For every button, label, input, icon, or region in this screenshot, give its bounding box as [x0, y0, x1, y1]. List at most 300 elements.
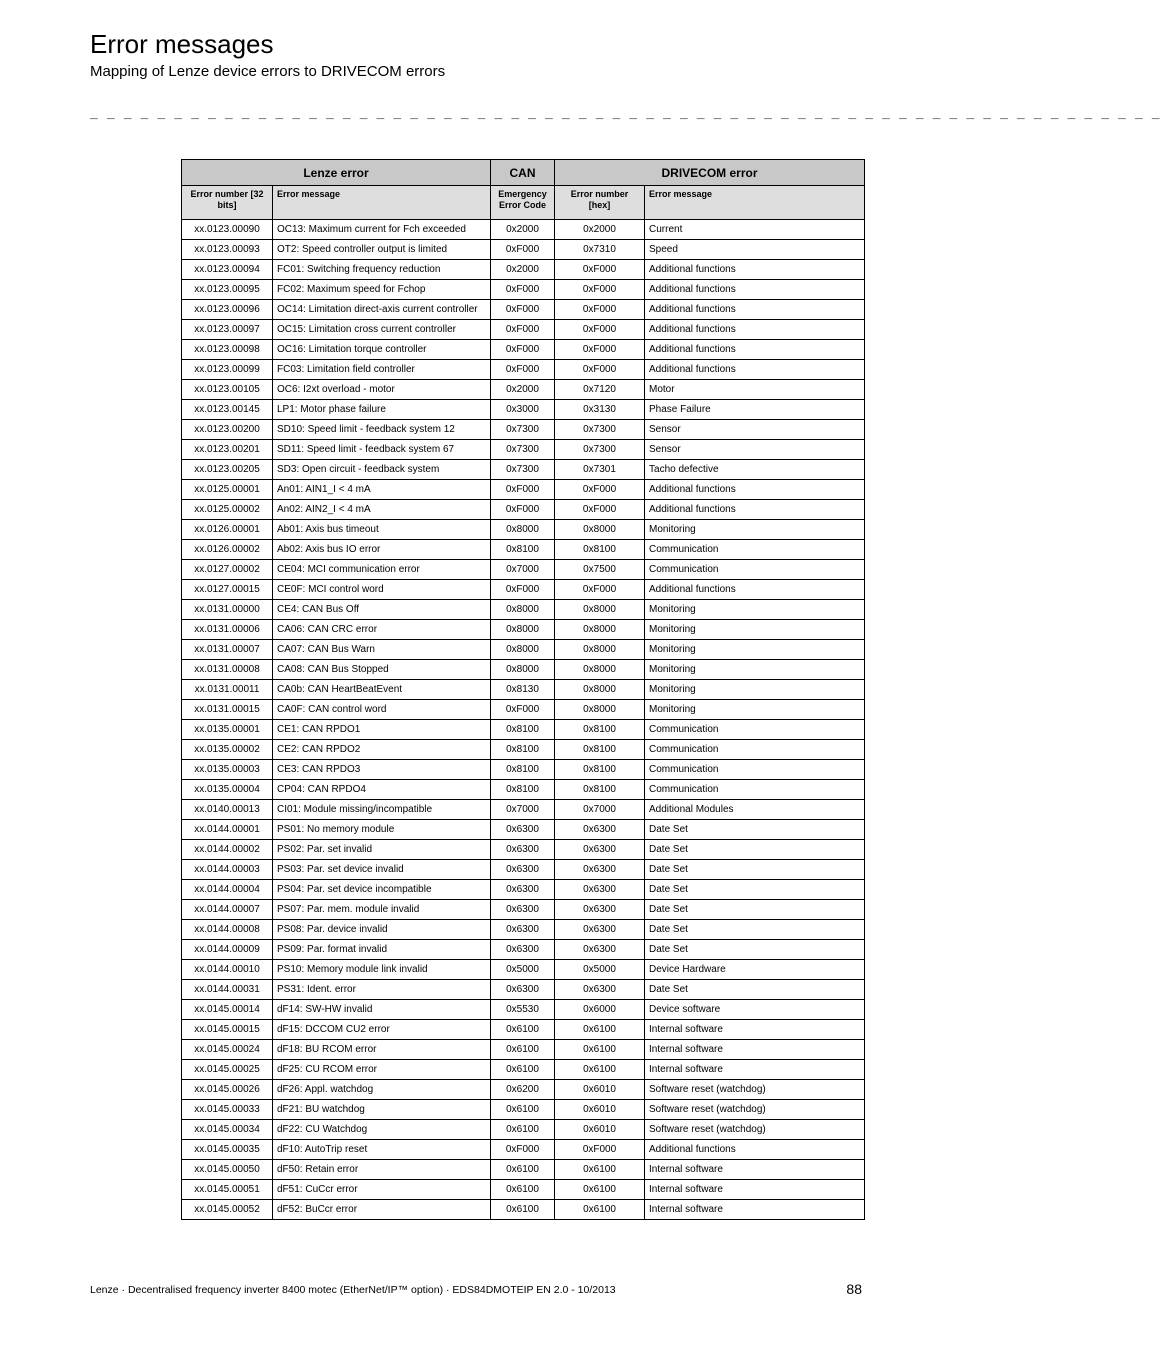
drivecom-error-message: Additional functions: [645, 580, 865, 600]
table-row: [182, 1000, 865, 1020]
can-emergency-code: 0x6100: [491, 1200, 555, 1220]
lenze-error-number: xx.0123.00090: [182, 220, 273, 240]
drivecom-error-message: Software reset (watchdog): [645, 1120, 865, 1140]
drivecom-error-number: 0x6300: [555, 820, 645, 840]
lenze-error-number: xx.0135.00004: [182, 780, 273, 800]
lenze-error-message: OC14: Limitation direct-axis current controller: [273, 300, 491, 320]
lenze-error-message: SD3: Open circuit - feedback system: [273, 460, 491, 480]
table-row: [182, 360, 865, 380]
can-emergency-code: 0x8130: [491, 680, 555, 700]
lenze-error-number: xx.0145.00033: [182, 1100, 273, 1120]
drivecom-error-message: Date Set: [645, 880, 865, 900]
drivecom-error-message: Internal software: [645, 1060, 865, 1080]
can-emergency-code: 0x8000: [491, 640, 555, 660]
lenze-error-number: xx.0135.00002: [182, 740, 273, 760]
table-row: [182, 1200, 865, 1220]
lenze-error-message: CP04: CAN RPDO4: [273, 780, 491, 800]
table-row: [182, 600, 865, 620]
lenze-error-message: CE3: CAN RPDO3: [273, 760, 491, 780]
can-emergency-code: 0x6100: [491, 1120, 555, 1140]
lenze-error-message: Ab02: Axis bus IO error: [273, 540, 491, 560]
can-emergency-code: 0x8000: [491, 660, 555, 680]
can-emergency-code: 0x2000: [491, 260, 555, 280]
table-row: [182, 1160, 865, 1180]
can-emergency-code: 0x8000: [491, 600, 555, 620]
lenze-error-message: OT2: Speed controller output is limited: [273, 240, 491, 260]
lenze-error-number: xx.0123.00096: [182, 300, 273, 320]
lenze-error-number: xx.0145.00050: [182, 1160, 273, 1180]
table-row: [182, 700, 865, 720]
lenze-error-number: xx.0123.00099: [182, 360, 273, 380]
drivecom-error-number: 0x6300: [555, 840, 645, 860]
lenze-error-message: SD11: Speed limit - feedback system 67: [273, 440, 491, 460]
drivecom-error-message: Communication: [645, 780, 865, 800]
drivecom-error-number: 0x8100: [555, 740, 645, 760]
lenze-error-number: xx.0145.00035: [182, 1140, 273, 1160]
lenze-error-message: PS10: Memory module link invalid: [273, 960, 491, 980]
table-row: [182, 980, 865, 1000]
lenze-error-number: xx.0144.00001: [182, 820, 273, 840]
lenze-error-message: PS08: Par. device invalid: [273, 920, 491, 940]
can-emergency-code: 0x6100: [491, 1160, 555, 1180]
drivecom-error-message: Monitoring: [645, 680, 865, 700]
table-row: [182, 540, 865, 560]
drivecom-error-message: Additional functions: [645, 340, 865, 360]
drivecom-error-number: 0xF000: [555, 500, 645, 520]
drivecom-error-message: Date Set: [645, 840, 865, 860]
table-row: [182, 1140, 865, 1160]
drivecom-error-message: Tacho defective: [645, 460, 865, 480]
lenze-error-number: xx.0135.00001: [182, 720, 273, 740]
drivecom-error-message: Internal software: [645, 1160, 865, 1180]
drivecom-error-message: Date Set: [645, 900, 865, 920]
table-row: [182, 740, 865, 760]
table-row: [182, 500, 865, 520]
can-emergency-code: 0x6300: [491, 860, 555, 880]
lenze-error-message: PS04: Par. set device incompatible: [273, 880, 491, 900]
can-emergency-code: 0xF000: [491, 1140, 555, 1160]
table-row: [182, 240, 865, 260]
table-row: [182, 860, 865, 880]
drivecom-error-message: Communication: [645, 560, 865, 580]
drivecom-error-number: 0x2000: [555, 220, 645, 240]
lenze-error-number: xx.0145.00014: [182, 1000, 273, 1020]
drivecom-error-number: 0x7301: [555, 460, 645, 480]
lenze-error-message: An01: AIN1_I < 4 mA: [273, 480, 491, 500]
drivecom-error-number: 0xF000: [555, 280, 645, 300]
drivecom-error-number: 0x7500: [555, 560, 645, 580]
table-row: [182, 880, 865, 900]
column-header-lenze-message: Error message: [273, 186, 491, 220]
table-row: [182, 1020, 865, 1040]
lenze-error-message: CE2: CAN RPDO2: [273, 740, 491, 760]
lenze-error-number: xx.0145.00034: [182, 1120, 273, 1140]
lenze-error-number: xx.0123.00098: [182, 340, 273, 360]
table-row: [182, 720, 865, 740]
drivecom-error-number: 0xF000: [555, 580, 645, 600]
drivecom-error-message: Monitoring: [645, 660, 865, 680]
drivecom-error-number: 0x6300: [555, 920, 645, 940]
lenze-error-number: xx.0123.00201: [182, 440, 273, 460]
error-mapping-table: [181, 159, 865, 1220]
lenze-error-message: CE0F: MCI control word: [273, 580, 491, 600]
can-emergency-code: 0x6200: [491, 1080, 555, 1100]
can-emergency-code: 0xF000: [491, 240, 555, 260]
lenze-error-number: xx.0144.00004: [182, 880, 273, 900]
table-row: [182, 560, 865, 580]
lenze-error-message: SD10: Speed limit - feedback system 12: [273, 420, 491, 440]
can-emergency-code: 0x7000: [491, 560, 555, 580]
lenze-error-number: xx.0145.00026: [182, 1080, 273, 1100]
drivecom-error-message: Date Set: [645, 860, 865, 880]
can-emergency-code: 0x8000: [491, 520, 555, 540]
lenze-error-message: dF50: Retain error: [273, 1160, 491, 1180]
lenze-error-message: CA08: CAN Bus Stopped: [273, 660, 491, 680]
can-emergency-code: 0x7300: [491, 460, 555, 480]
table-row: [182, 1100, 865, 1120]
dashed-separator: _ _ _ _ _ _ _ _ _ _ _ _ _ _ _ _ _ _ _ _ _ _ _ _ _ _ _ _ _ _ _ _ _ _ _ _ _ _ _ _ _ _ _ _ _ _ _ _ _ _ _ _ _ _ _ _ _ _ _ _ _ _ _ _: [90, 105, 1160, 120]
column-header-row: [182, 186, 865, 220]
table-row: [182, 800, 865, 820]
drivecom-error-message: Additional functions: [645, 280, 865, 300]
can-emergency-code: 0x2000: [491, 380, 555, 400]
drivecom-error-number: 0x5000: [555, 960, 645, 980]
lenze-error-number: xx.0144.00031: [182, 980, 273, 1000]
lenze-error-number: xx.0144.00002: [182, 840, 273, 860]
table-row: [182, 1120, 865, 1140]
lenze-error-number: xx.0131.00008: [182, 660, 273, 680]
drivecom-error-message: Communication: [645, 740, 865, 760]
drivecom-error-number: 0x6300: [555, 900, 645, 920]
lenze-error-message: dF14: SW-HW invalid: [273, 1000, 491, 1020]
table-row: [182, 840, 865, 860]
lenze-error-message: dF10: AutoTrip reset: [273, 1140, 491, 1160]
lenze-error-number: xx.0145.00025: [182, 1060, 273, 1080]
drivecom-error-number: 0x7300: [555, 440, 645, 460]
lenze-error-number: xx.0123.00093: [182, 240, 273, 260]
lenze-error-message: An02: AIN2_I < 4 mA: [273, 500, 491, 520]
page-subtitle: Mapping of Lenze device errors to DRIVECOM errors: [90, 63, 446, 80]
drivecom-error-message: Monitoring: [645, 600, 865, 620]
drivecom-error-message: Communication: [645, 540, 865, 560]
can-emergency-code: 0x8100: [491, 760, 555, 780]
can-emergency-code: 0x6100: [491, 1020, 555, 1040]
drivecom-error-message: Date Set: [645, 820, 865, 840]
lenze-error-number: xx.0123.00094: [182, 260, 273, 280]
can-emergency-code: 0x6300: [491, 840, 555, 860]
drivecom-error-message: Phase Failure: [645, 400, 865, 420]
lenze-error-message: dF21: BU watchdog: [273, 1100, 491, 1120]
drivecom-error-number: 0xF000: [555, 300, 645, 320]
drivecom-error-message: Internal software: [645, 1020, 865, 1040]
lenze-error-message: PS07: Par. mem. module invalid: [273, 900, 491, 920]
table-row: [182, 1180, 865, 1200]
drivecom-error-message: Monitoring: [645, 520, 865, 540]
lenze-error-message: Ab01: Axis bus timeout: [273, 520, 491, 540]
drivecom-error-number: 0x6010: [555, 1100, 645, 1120]
drivecom-error-message: Internal software: [645, 1200, 865, 1220]
can-emergency-code: 0xF000: [491, 360, 555, 380]
lenze-error-message: FC01: Switching frequency reduction: [273, 260, 491, 280]
drivecom-error-message: Additional functions: [645, 480, 865, 500]
lenze-error-message: CA06: CAN CRC error: [273, 620, 491, 640]
drivecom-error-message: Device software: [645, 1000, 865, 1020]
table-row: [182, 420, 865, 440]
lenze-error-message: PS02: Par. set invalid: [273, 840, 491, 860]
lenze-error-message: dF22: CU Watchdog: [273, 1120, 491, 1140]
drivecom-error-number: 0xF000: [555, 480, 645, 500]
drivecom-error-number: 0x6300: [555, 860, 645, 880]
can-emergency-code: 0x6300: [491, 900, 555, 920]
table-row: [182, 960, 865, 980]
drivecom-error-message: Monitoring: [645, 640, 865, 660]
table-row: [182, 920, 865, 940]
lenze-error-message: PS01: No memory module: [273, 820, 491, 840]
drivecom-error-number: 0x8100: [555, 540, 645, 560]
drivecom-error-number: 0x6100: [555, 1200, 645, 1220]
lenze-error-number: xx.0144.00008: [182, 920, 273, 940]
table-row: [182, 1080, 865, 1100]
can-emergency-code: 0xF000: [491, 500, 555, 520]
column-header-lenze-number: Error number [32 bits]: [182, 186, 273, 220]
lenze-error-number: xx.0123.00097: [182, 320, 273, 340]
lenze-error-number: xx.0145.00051: [182, 1180, 273, 1200]
drivecom-error-message: Motor: [645, 380, 865, 400]
can-emergency-code: 0x6300: [491, 980, 555, 1000]
drivecom-error-message: Communication: [645, 720, 865, 740]
can-emergency-code: 0x6300: [491, 880, 555, 900]
lenze-error-number: xx.0126.00001: [182, 520, 273, 540]
can-emergency-code: 0x8100: [491, 720, 555, 740]
drivecom-error-message: Additional functions: [645, 360, 865, 380]
drivecom-error-message: Date Set: [645, 940, 865, 960]
lenze-error-message: CI01: Module missing/incompatible: [273, 800, 491, 820]
lenze-error-message: CE1: CAN RPDO1: [273, 720, 491, 740]
drivecom-error-message: Monitoring: [645, 700, 865, 720]
can-emergency-code: 0x5000: [491, 960, 555, 980]
can-emergency-code: 0x8100: [491, 540, 555, 560]
lenze-error-number: xx.0125.00001: [182, 480, 273, 500]
drivecom-error-number: 0x6100: [555, 1040, 645, 1060]
lenze-error-number: xx.0127.00015: [182, 580, 273, 600]
lenze-error-number: xx.0145.00052: [182, 1200, 273, 1220]
page-number: 88: [846, 1281, 862, 1297]
column-header-drivecom-number: Error number [hex]: [555, 186, 645, 220]
lenze-error-number: xx.0131.00000: [182, 600, 273, 620]
lenze-error-number: xx.0144.00003: [182, 860, 273, 880]
lenze-error-number: xx.0135.00003: [182, 760, 273, 780]
drivecom-error-message: Additional Modules: [645, 800, 865, 820]
drivecom-error-message: Communication: [645, 760, 865, 780]
drivecom-error-message: Software reset (watchdog): [645, 1100, 865, 1120]
table-row: [182, 520, 865, 540]
drivecom-error-number: 0x6300: [555, 880, 645, 900]
table-row: [182, 380, 865, 400]
table-row: [182, 440, 865, 460]
table-row: [182, 460, 865, 480]
drivecom-error-number: 0xF000: [555, 340, 645, 360]
can-emergency-code: 0x6100: [491, 1100, 555, 1120]
table-row: [182, 220, 865, 240]
drivecom-error-number: 0x8000: [555, 700, 645, 720]
drivecom-error-message: Date Set: [645, 920, 865, 940]
lenze-error-message: CA0F: CAN control word: [273, 700, 491, 720]
drivecom-error-number: 0x6100: [555, 1180, 645, 1200]
table-row: [182, 1060, 865, 1080]
can-emergency-code: 0x7300: [491, 440, 555, 460]
table-row: [182, 340, 865, 360]
drivecom-error-number: 0x8100: [555, 720, 645, 740]
lenze-error-number: xx.0131.00007: [182, 640, 273, 660]
lenze-error-message: FC03: Limitation field controller: [273, 360, 491, 380]
drivecom-error-message: Date Set: [645, 980, 865, 1000]
lenze-error-message: dF51: CuCcr error: [273, 1180, 491, 1200]
lenze-error-number: xx.0127.00002: [182, 560, 273, 580]
drivecom-error-message: Additional functions: [645, 260, 865, 280]
lenze-error-message: CA0b: CAN HeartBeatEvent: [273, 680, 491, 700]
can-emergency-code: 0x6300: [491, 920, 555, 940]
lenze-error-number: xx.0140.00013: [182, 800, 273, 820]
drivecom-error-number: 0x7310: [555, 240, 645, 260]
can-emergency-code: 0x6300: [491, 820, 555, 840]
table-row: [182, 580, 865, 600]
drivecom-error-message: Current: [645, 220, 865, 240]
lenze-error-message: FC02: Maximum speed for Fchop: [273, 280, 491, 300]
drivecom-error-number: 0x6010: [555, 1120, 645, 1140]
lenze-error-number: xx.0125.00002: [182, 500, 273, 520]
drivecom-error-number: 0xF000: [555, 1140, 645, 1160]
drivecom-error-message: Additional functions: [645, 300, 865, 320]
can-emergency-code: 0x2000: [491, 220, 555, 240]
lenze-error-message: PS09: Par. format invalid: [273, 940, 491, 960]
table-row: [182, 760, 865, 780]
lenze-error-number: xx.0145.00015: [182, 1020, 273, 1040]
can-emergency-code: 0x5530: [491, 1000, 555, 1020]
can-emergency-code: 0x8000: [491, 620, 555, 640]
table-row: [182, 620, 865, 640]
table-row: [182, 280, 865, 300]
can-emergency-code: 0x8100: [491, 740, 555, 760]
table-row: [182, 780, 865, 800]
drivecom-error-message: Device Hardware: [645, 960, 865, 980]
drivecom-error-number: 0xF000: [555, 320, 645, 340]
drivecom-error-number: 0x8000: [555, 520, 645, 540]
can-emergency-code: 0x7000: [491, 800, 555, 820]
lenze-error-number: xx.0144.00010: [182, 960, 273, 980]
lenze-error-number: xx.0123.00200: [182, 420, 273, 440]
table-row: [182, 680, 865, 700]
can-emergency-code: 0x6100: [491, 1040, 555, 1060]
drivecom-error-message: Speed: [645, 240, 865, 260]
can-emergency-code: 0x8100: [491, 780, 555, 800]
lenze-error-message: OC13: Maximum current for Fch exceeded: [273, 220, 491, 240]
drivecom-error-number: 0x6100: [555, 1060, 645, 1080]
lenze-error-number: xx.0144.00007: [182, 900, 273, 920]
drivecom-error-number: 0x6010: [555, 1080, 645, 1100]
lenze-error-message: PS03: Par. set device invalid: [273, 860, 491, 880]
can-emergency-code: 0x6100: [491, 1060, 555, 1080]
group-header-lenze: Lenze error: [182, 160, 491, 186]
column-header-can-code: Emergency Error Code: [491, 186, 555, 220]
can-emergency-code: 0xF000: [491, 300, 555, 320]
can-emergency-code: 0x7300: [491, 420, 555, 440]
lenze-error-number: xx.0131.00006: [182, 620, 273, 640]
lenze-error-message: LP1: Motor phase failure: [273, 400, 491, 420]
drivecom-error-message: Additional functions: [645, 1140, 865, 1160]
can-emergency-code: 0x6100: [491, 1180, 555, 1200]
drivecom-error-number: 0x7300: [555, 420, 645, 440]
group-header-row: [182, 160, 865, 186]
drivecom-error-number: 0xF000: [555, 360, 645, 380]
table-row: [182, 260, 865, 280]
lenze-error-number: xx.0123.00205: [182, 460, 273, 480]
can-emergency-code: 0xF000: [491, 340, 555, 360]
lenze-error-number: xx.0131.00011: [182, 680, 273, 700]
footer-text: Lenze · Decentralised frequency inverter 8400 motec (EtherNet/IP™ option) · EDS84DMOTEIP EN 2.0 - 10/2013: [90, 1284, 616, 1296]
drivecom-error-number: 0x8000: [555, 640, 645, 660]
can-emergency-code: 0xF000: [491, 700, 555, 720]
lenze-error-message: OC6: I2xt overload - motor: [273, 380, 491, 400]
lenze-error-message: dF18: BU RCOM error: [273, 1040, 491, 1060]
drivecom-error-number: 0x7120: [555, 380, 645, 400]
drivecom-error-message: Sensor: [645, 420, 865, 440]
lenze-error-message: CA07: CAN Bus Warn: [273, 640, 491, 660]
table-row: [182, 300, 865, 320]
drivecom-error-number: 0x6300: [555, 940, 645, 960]
lenze-error-number: xx.0131.00015: [182, 700, 273, 720]
group-header-drivecom: DRIVECOM error: [555, 160, 865, 186]
drivecom-error-message: Sensor: [645, 440, 865, 460]
drivecom-error-message: Internal software: [645, 1040, 865, 1060]
drivecom-error-number: 0x8000: [555, 680, 645, 700]
table-row: [182, 940, 865, 960]
lenze-error-number: xx.0123.00145: [182, 400, 273, 420]
lenze-error-message: dF25: CU RCOM error: [273, 1060, 491, 1080]
drivecom-error-number: 0x7000: [555, 800, 645, 820]
lenze-error-number: xx.0126.00002: [182, 540, 273, 560]
lenze-error-message: CE4: CAN Bus Off: [273, 600, 491, 620]
can-emergency-code: 0xF000: [491, 320, 555, 340]
table-row: [182, 480, 865, 500]
can-emergency-code: 0xF000: [491, 480, 555, 500]
can-emergency-code: 0x3000: [491, 400, 555, 420]
table-body: [182, 220, 865, 1220]
table-row: [182, 660, 865, 680]
group-header-can: CAN: [491, 160, 555, 186]
drivecom-error-number: 0x8100: [555, 780, 645, 800]
can-emergency-code: 0xF000: [491, 580, 555, 600]
lenze-error-message: OC16: Limitation torque controller: [273, 340, 491, 360]
drivecom-error-number: 0x6100: [555, 1160, 645, 1180]
table-row: [182, 900, 865, 920]
column-header-drivecom-message: Error message: [645, 186, 865, 220]
drivecom-error-number: 0xF000: [555, 260, 645, 280]
lenze-error-number: xx.0144.00009: [182, 940, 273, 960]
page-title: Error messages: [90, 29, 274, 59]
lenze-error-number: xx.0123.00105: [182, 380, 273, 400]
drivecom-error-number: 0x8000: [555, 660, 645, 680]
drivecom-error-number: 0x6300: [555, 980, 645, 1000]
drivecom-error-number: 0x6000: [555, 1000, 645, 1020]
drivecom-error-number: 0x3130: [555, 400, 645, 420]
lenze-error-message: dF26: Appl. watchdog: [273, 1080, 491, 1100]
drivecom-error-number: 0x8100: [555, 760, 645, 780]
lenze-error-message: dF52: BuCcr error: [273, 1200, 491, 1220]
table-row: [182, 320, 865, 340]
drivecom-error-message: Software reset (watchdog): [645, 1080, 865, 1100]
lenze-error-message: CE04: MCI communication error: [273, 560, 491, 580]
lenze-error-message: OC15: Limitation cross current controller: [273, 320, 491, 340]
